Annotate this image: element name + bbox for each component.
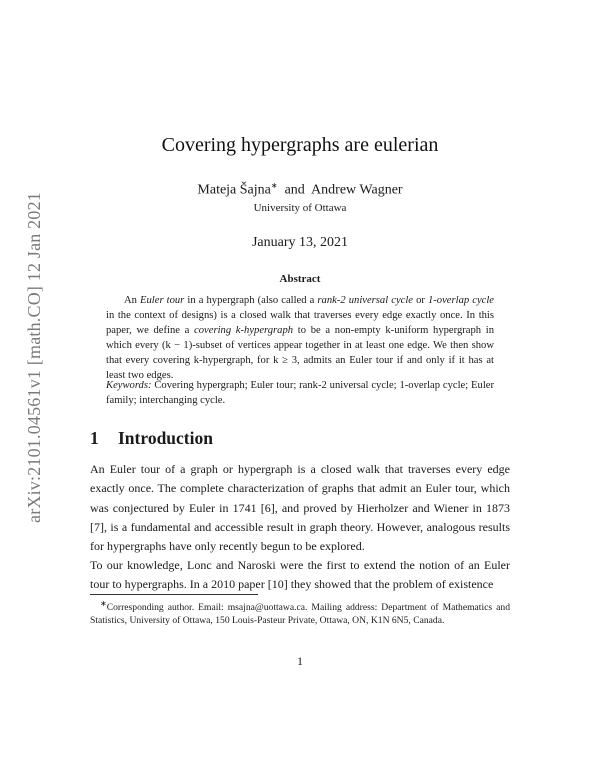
abstract-part: to be a non-empty k-uniform hypergraph in which every (k − 1)-subset of vertices appear together in at least one edge. We then show that every covering k-hypergraph, for k ≥ 3, admits an Euler tour if and only if it has at least two edges. [106,325,495,381]
arxiv-stamp [18,176,50,538]
footnote-mark: ∗ [100,599,107,608]
abstract-part: in a hypergraph (also called a [184,295,318,306]
paper-date: January 13, 2021 [251,235,349,250]
abstract-part: or [413,295,428,306]
footnote [90,598,510,627]
author-wagner: Andrew Wagner [311,182,403,198]
page-number: 1 [297,654,303,668]
abstract-term: covering k-hypergraph [194,325,294,336]
abstract-term: rank-2 universal cycle [317,295,413,306]
paper-title: Covering hypergraphs are eulerian [161,134,439,156]
keywords-text: Covering hypergraph; Euler tour; rank-2 universal cycle; 1-overlap cycle; Euler family; interchanging cycle. [106,380,494,406]
footnote-rule [90,594,258,595]
body-paragraph: An Euler tour of a graph or hypergraph is a closed walk that traverses every edge exactly once. The complete characterization of graphs that admit an Euler tour, which was conjectured by Euler in 1741 [6], and proved by Hierholzer and Wiener in 1873 [7], is a fundamental and accessible result in graph theory. However, analogous results for hypergraphs have only recently begun to be explored. [90,462,510,554]
keywords-label: Keywords: [106,380,152,391]
footnote-text: Corresponding author. Email: msajna@uottawa.ca. Mailing address: Department of Mathematics and Statistics, University of Ottawa, 150 Louis-Pasteur Private, Ottawa, ON, K1N 6N5, Canada. [90,602,510,626]
section-heading [90,428,213,449]
body-paragraph: To our knowledge, Lonc and Naroski were the first to extend the notion of an Euler tour to hypergraphs. In a 2010 paper [10] they showed that the problem of existence [90,558,510,592]
affiliation: University of Ottawa [253,202,347,214]
abstract-part: An [124,295,141,306]
abstract-text [106,293,494,383]
abstract-term: Euler tour [140,295,185,306]
abstract-heading: Abstract [279,273,321,285]
arxiv-stamp-text: arXiv:2101.04561v1 [math.CO] 12 Jan 2021 [23,191,44,523]
corresponding-author-mark: ∗ [270,181,278,190]
abstract-term: 1-overlap cycle [427,295,494,306]
abstract-part: in the context of designs) is a closed walk that traverses every edge exactly once. In this paper, we define a [106,310,494,336]
section-title: Introduction [118,428,213,448]
keywords [106,378,494,408]
author-separator: and [284,182,305,198]
author-sajna: Mateja Šajna [197,182,271,198]
section-number: 1 [90,428,99,448]
author-line [90,181,510,199]
